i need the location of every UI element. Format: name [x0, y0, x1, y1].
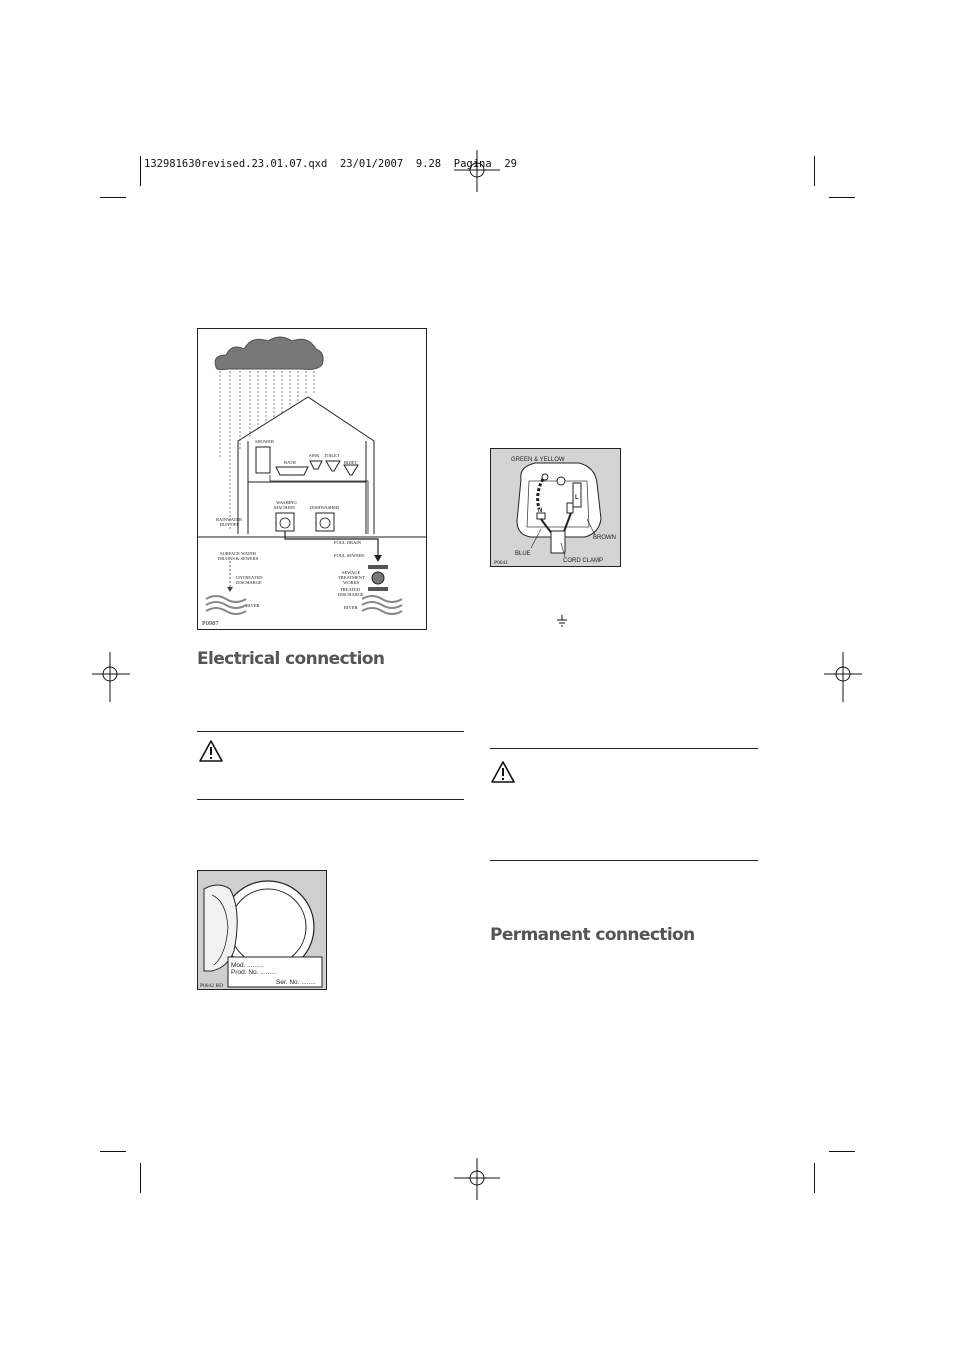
permanent-connection-heading: Permanent connection: [490, 925, 695, 945]
earth-symbol-icon: [555, 614, 569, 628]
warning-rule-bottom: [197, 799, 464, 800]
warning-rule-top: [490, 748, 758, 749]
bidet-label: BIDET: [344, 460, 358, 465]
electrical-connection-heading: Electrical connection: [197, 649, 385, 669]
surface-water-label: SURFACE WATER: [220, 551, 256, 556]
sink-label: SINK: [309, 453, 320, 458]
figure-code: P0042 BD: [200, 983, 224, 989]
rainwater-label: RAINWATER: [216, 517, 242, 522]
blue-label: BLUE: [515, 551, 531, 557]
shower-label: SHOWER: [255, 439, 274, 444]
runoff-label: RUN OFF: [220, 522, 239, 527]
drains-sewers-label: DRAINS & SEWERS: [218, 556, 259, 561]
model-field: Mod. .........: [231, 962, 264, 969]
neutral-label: N: [538, 508, 543, 514]
warning-rule-bottom: [490, 860, 758, 861]
treated-discharge-label: DISCHARGE: [338, 592, 364, 597]
live-label: L: [575, 495, 579, 501]
treatment-label: TREATMENT: [338, 575, 365, 580]
registration-mark-icon: [92, 652, 132, 704]
product-number-field: Prod. No. .........: [231, 969, 277, 976]
rating-plate-diagram: [197, 870, 327, 990]
brown-label: BROWN: [593, 535, 616, 541]
washing-label: WASHING: [276, 500, 297, 505]
bath-label: BATH: [284, 460, 296, 465]
treated-label: TREATED: [340, 587, 360, 592]
warning-rule-top: [197, 731, 464, 732]
river-right-label: RIVER: [344, 605, 358, 610]
registration-mark-icon: [452, 1158, 502, 1202]
sewage-label: SEWAGE: [342, 570, 361, 575]
plug-wiring-diagram: [490, 448, 621, 567]
registration-mark-icon: [822, 652, 862, 704]
foul-drain-label: FOUL DRAIN: [334, 540, 361, 545]
untreated-label: UNTREATED: [236, 575, 263, 580]
serial-number-field: Ser. No. ........: [276, 979, 316, 986]
drainage-diagram: [197, 328, 427, 630]
warning-triangle-icon: [198, 739, 224, 763]
machine-label: MACHINE: [274, 505, 295, 510]
green-yellow-label: GREEN & YELLOW: [511, 457, 565, 463]
print-slug: 132981630revised.23.01.07.qxd 23/01/2007 9.28 Pagina 29: [144, 158, 517, 170]
foul-sewers-label: FOUL SEWERS: [334, 553, 365, 558]
cord-clamp-label: CORD CLAMP: [563, 558, 604, 564]
dishwasher-label: DISHWASHER: [310, 505, 340, 510]
registration-mark-icon: [452, 150, 502, 194]
figure-code: P0987: [202, 620, 219, 627]
cloud-icon: [215, 337, 323, 370]
toilet-label: TOILET: [324, 453, 340, 458]
works-label: WORKS: [343, 580, 360, 585]
warning-triangle-icon: [490, 760, 516, 784]
river-left-label: RIVER: [246, 603, 260, 608]
discharge-label: DISCHARGE: [236, 580, 262, 585]
figure-code: P0041: [494, 560, 509, 566]
